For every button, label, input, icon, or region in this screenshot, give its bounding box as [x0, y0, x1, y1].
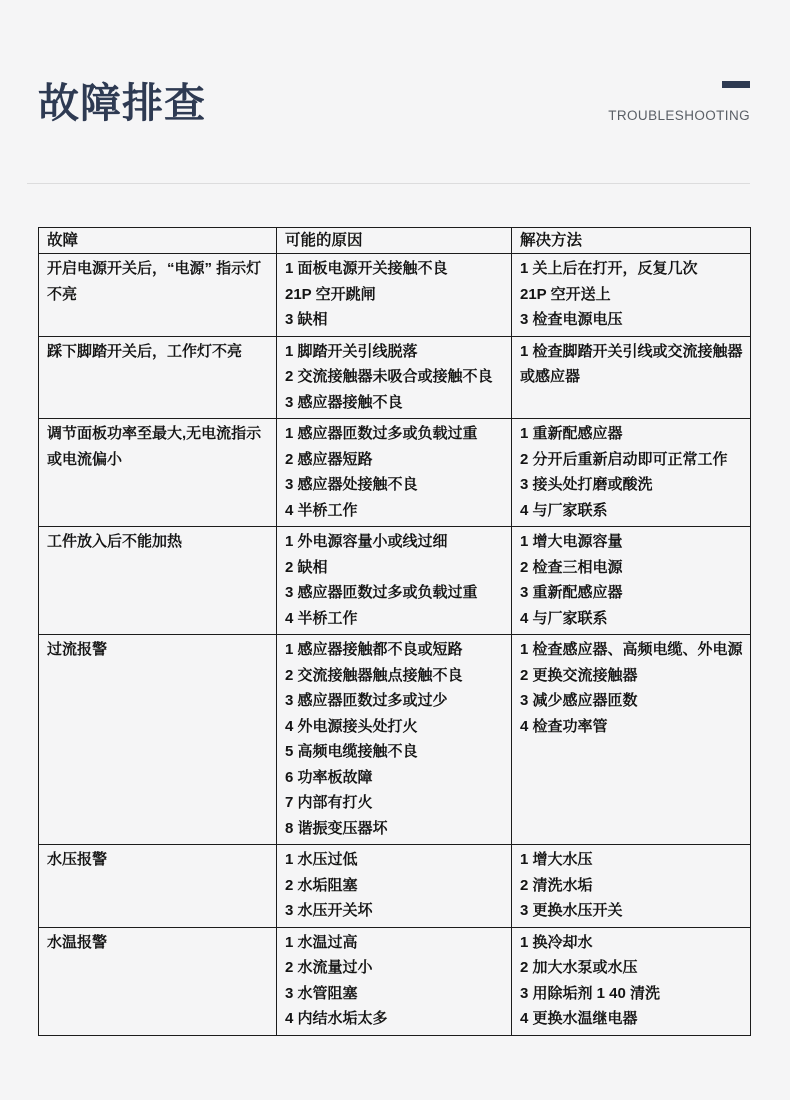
cause-line: 3 感应器处接触不良: [285, 476, 418, 493]
solution-line: 1 换冷却水: [520, 933, 593, 951]
header-row: [39, 228, 751, 254]
cause-line: 3 水压开关坏: [285, 902, 373, 919]
cause-line: 4 内结水垢太多: [285, 1010, 388, 1027]
cause-line: 7 内部有打火: [285, 794, 373, 811]
fault-cell: [39, 336, 277, 419]
solutions-cell: [512, 635, 751, 845]
cause-line: 5 高频电缆接触不良: [285, 743, 418, 760]
solutions-cell: [512, 927, 751, 1035]
cause-line: 1 感应器接触都不良或短路: [285, 641, 463, 658]
solution-line: 1 重新配感应器: [520, 425, 623, 442]
solution-line: 3 更换水压开关: [520, 902, 623, 919]
fault-cell: [39, 845, 277, 928]
fault-text: 调节面板功率至最大,无电流指示或电流偏小: [47, 425, 262, 468]
solutions-cell: [512, 419, 751, 527]
solution-line: 2 清洗水垢: [520, 876, 593, 894]
solution-line: 2 更换交流接触器: [520, 666, 638, 684]
causes-cell: [277, 527, 512, 635]
solution-line: 4 检查功率管: [520, 717, 608, 735]
table-row: [39, 527, 751, 635]
table-row: [39, 336, 751, 419]
cause-line: 3 缺相: [285, 311, 328, 328]
solutions-cell: [512, 527, 751, 635]
cause-line: 8 谐振变压器坏: [285, 819, 388, 837]
fault-cell: [39, 527, 277, 635]
fault-cell: [39, 927, 277, 1035]
cause-line: 4 半桥工作: [285, 609, 358, 627]
solution-line: 4 更换水温继电器: [520, 1010, 638, 1027]
cause-line: 21P 空开跳闸: [285, 285, 376, 303]
cause-line: 2 交流接触器未吸合或接触不良: [285, 368, 493, 385]
solution-line: 1 检查感应器、高频电缆、外电源: [520, 641, 743, 658]
cause-line: 1 脚踏开关引线脱落: [285, 342, 418, 360]
solution-line: 3 检查电源电压: [520, 311, 623, 328]
solution-line: 3 接头处打磨或酸洗: [520, 476, 653, 493]
corner-dash-icon: [722, 81, 750, 88]
page-title: 故障排查: [38, 80, 206, 126]
cause-line: 3 感应器匝数过多或负载过重: [285, 584, 478, 601]
fault-text: 踩下脚踏开关后，工作灯不亮: [47, 342, 243, 360]
solutions-cell: [512, 336, 751, 419]
page-subtitle: TROUBLESHOOTING: [608, 108, 750, 123]
fault-text: 工件放入后不能加热: [47, 533, 183, 550]
cause-line: 1 面板电源开关接触不良: [285, 260, 448, 277]
cause-line: 2 水流量过小: [285, 959, 373, 976]
solution-line: 3 减少感应器匝数: [520, 692, 638, 709]
cause-line: 2 感应器短路: [285, 450, 373, 468]
table-row: [39, 845, 751, 928]
causes-cell: [277, 336, 512, 419]
fault-text: 水压报警: [47, 851, 108, 868]
solutions-cell: [512, 845, 751, 928]
fault-text: 水温报警: [47, 933, 108, 951]
header-causes: 可能的原因: [277, 228, 512, 254]
cause-line: 2 交流接触器触点接触不良: [285, 666, 463, 684]
causes-cell: [277, 845, 512, 928]
table-row: [39, 419, 751, 527]
solution-line: 21P 空开送上: [520, 285, 611, 303]
solution-line: 1 检查脚踏开关引线或交流接触器或感应器: [520, 342, 743, 385]
solution-line: 1 增大水压: [520, 851, 593, 868]
table-row: [39, 635, 751, 845]
solution-line: 2 检查三相电源: [520, 558, 623, 576]
fault-text: 开启电源开关后，“电源” 指示灯不亮: [47, 260, 262, 303]
fault-text: 过流报警: [47, 641, 108, 658]
solution-line: 2 分开后重新启动即可正常工作: [520, 450, 728, 468]
table-row: [39, 927, 751, 1035]
cause-line: 1 外电源容量小或线过细: [285, 533, 448, 550]
table-row: [39, 254, 751, 337]
cause-line: 3 感应器匝数过多或过少: [285, 692, 448, 709]
table-body: [39, 254, 751, 1036]
cause-line: 4 外电源接头处打火: [285, 717, 418, 735]
header-divider: [27, 183, 750, 184]
header-fault: 故障: [39, 228, 277, 254]
cause-line: 4 半桥工作: [285, 501, 358, 519]
cause-line: 2 缺相: [285, 558, 328, 576]
fault-cell: [39, 254, 277, 337]
solution-line: 1 关上后在打开，反复几次: [520, 260, 698, 277]
fault-cell: [39, 635, 277, 845]
solution-line: 2 加大水泵或水压: [520, 959, 638, 976]
cause-line: 2 水垢阻塞: [285, 876, 358, 894]
solutions-cell: [512, 254, 751, 337]
cause-line: 3 水管阻塞: [285, 984, 358, 1002]
solution-line: 1 增大电源容量: [520, 533, 623, 550]
cause-line: 1 水温过高: [285, 933, 358, 951]
fault-cell: [39, 419, 277, 527]
troubleshooting-table: [38, 227, 751, 1036]
causes-cell: [277, 419, 512, 527]
causes-cell: [277, 635, 512, 845]
causes-cell: [277, 927, 512, 1035]
solution-line: 4 与厂家联系: [520, 501, 608, 519]
solution-line: 3 用除垢剂 1 40 清洗: [520, 984, 661, 1002]
cause-line: 6 功率板故障: [285, 768, 373, 786]
solution-line: 4 与厂家联系: [520, 609, 608, 627]
solution-line: 3 重新配感应器: [520, 584, 623, 601]
cause-line: 1 水压过低: [285, 851, 358, 868]
cause-line: 1 感应器匝数过多或负载过重: [285, 425, 478, 442]
cause-line: 3 感应器接触不良: [285, 393, 403, 411]
table-header: [39, 228, 751, 254]
causes-cell: [277, 254, 512, 337]
header-solutions: 解决方法: [512, 228, 751, 254]
